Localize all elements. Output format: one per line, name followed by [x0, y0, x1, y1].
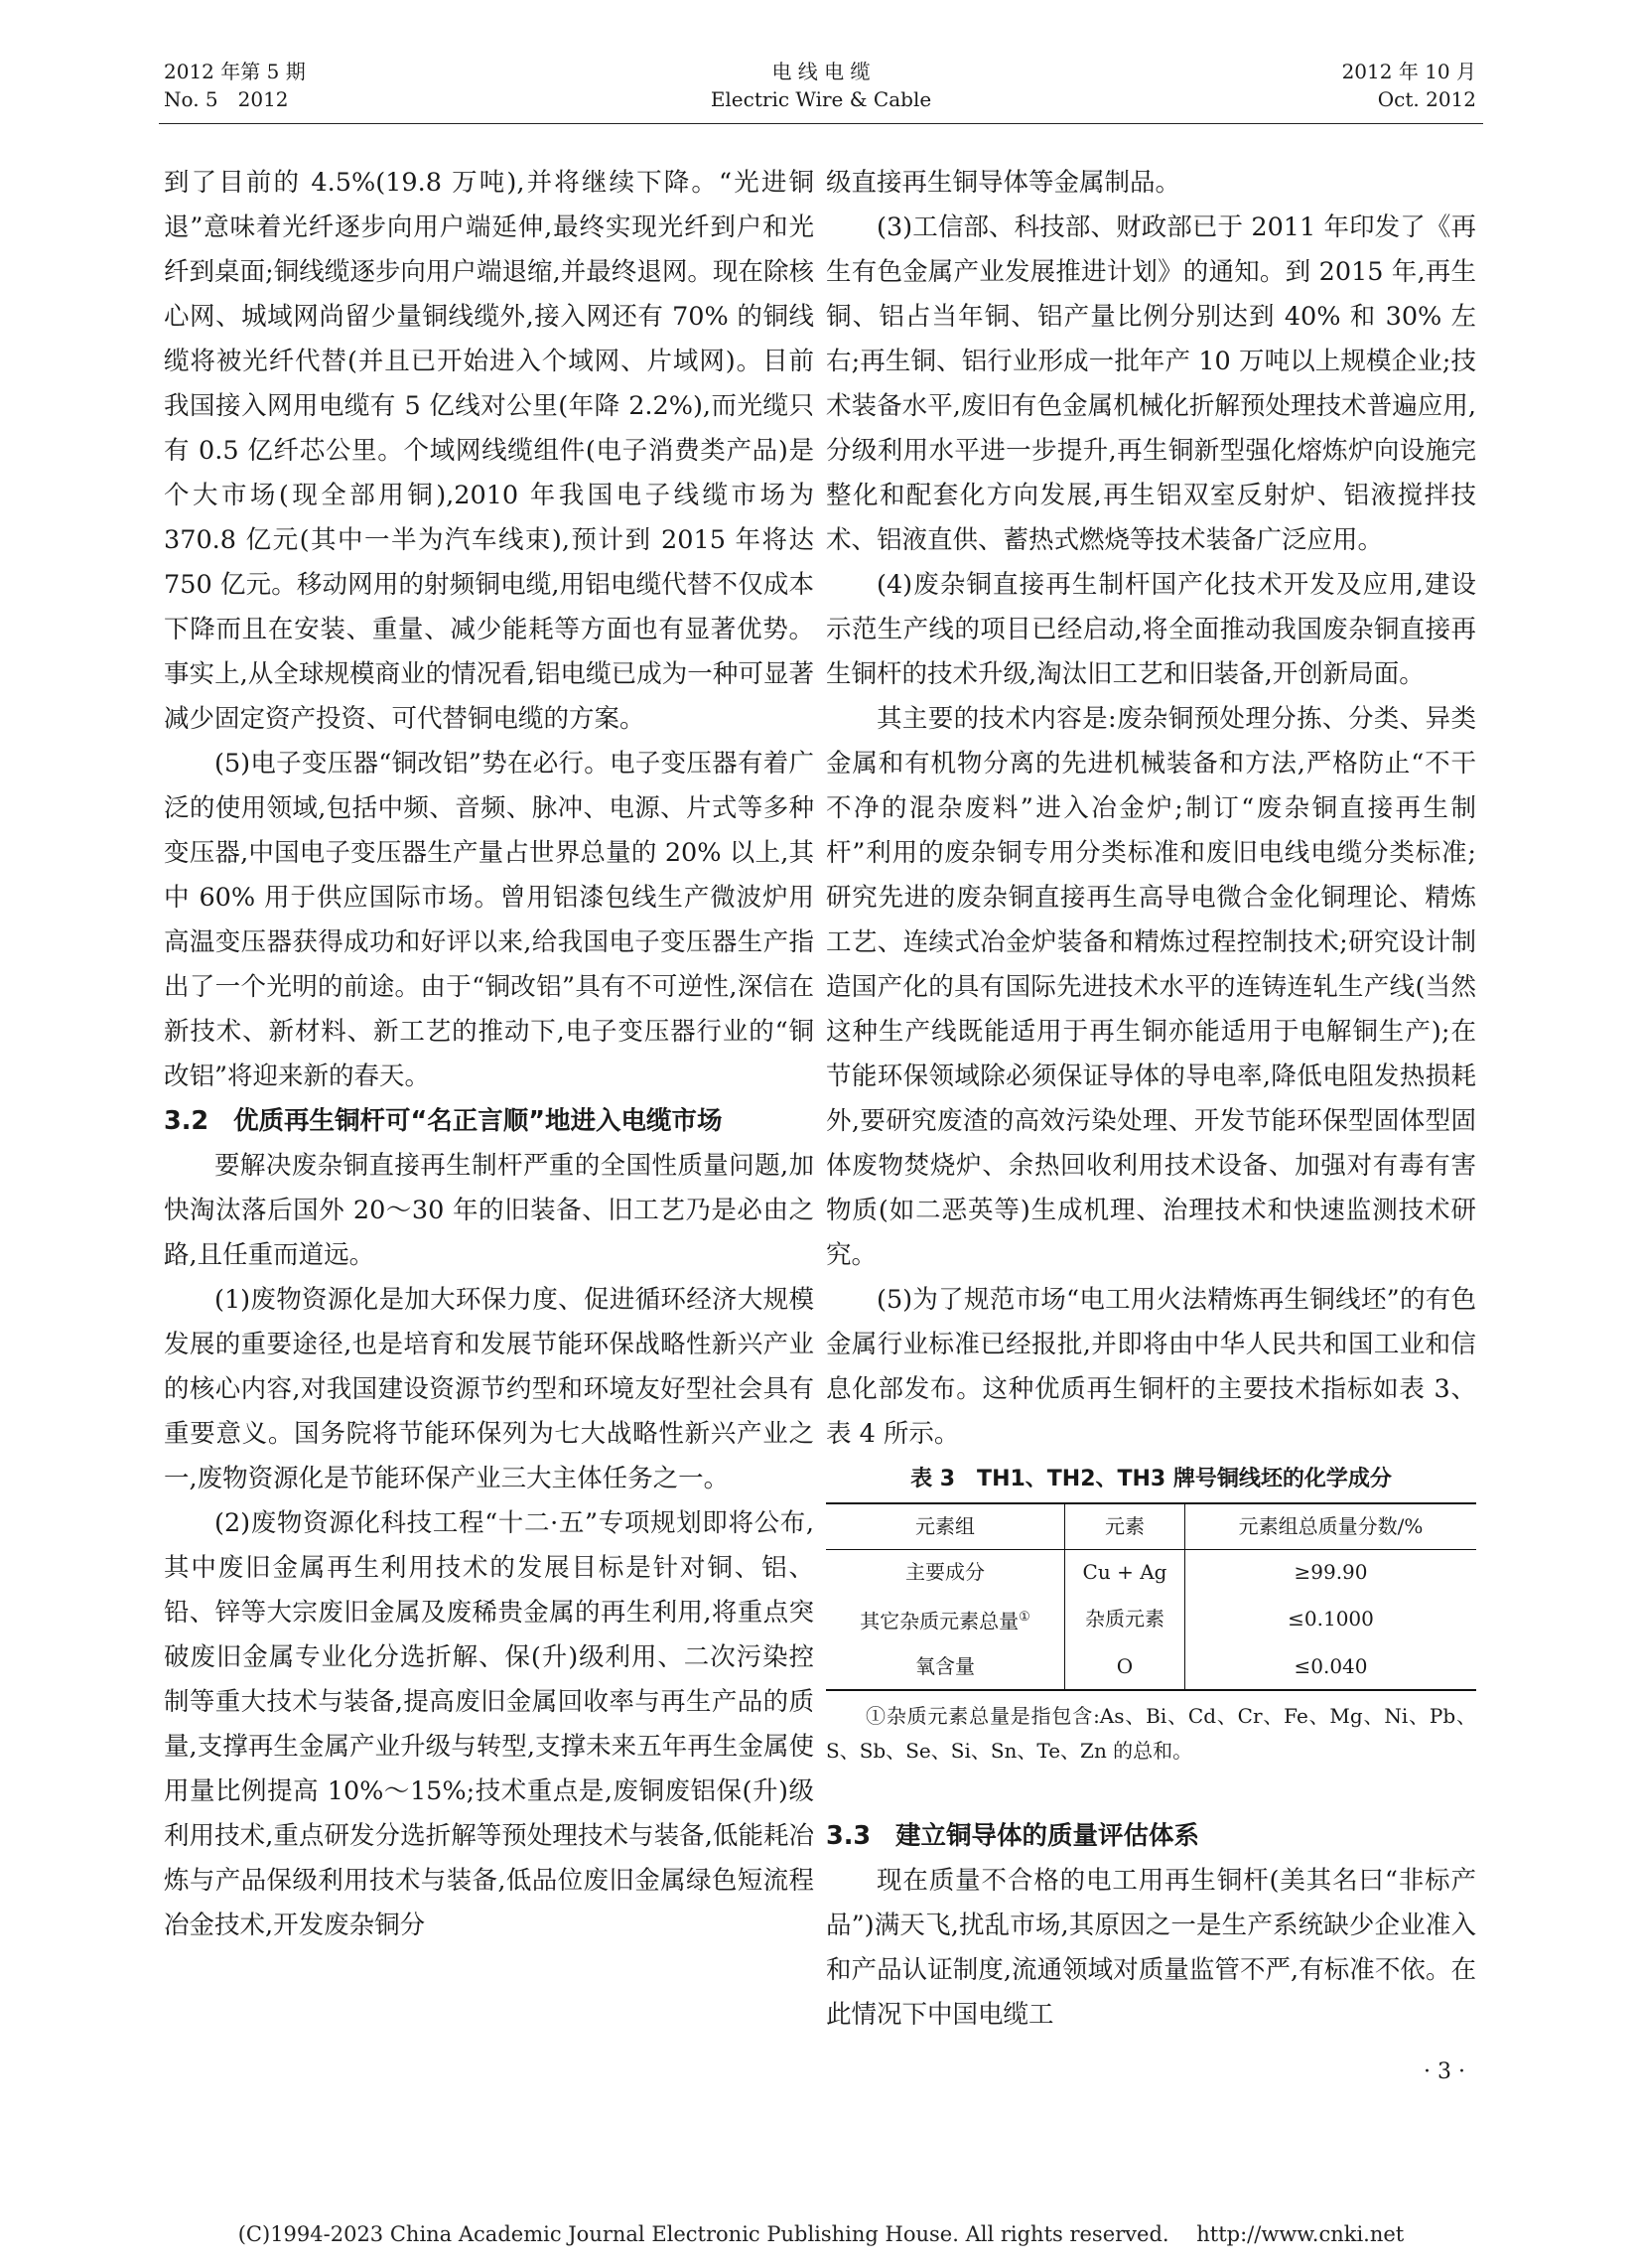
date-en: Oct. 2012 [1377, 87, 1476, 111]
date-cn: 2012 年 10 月 [1341, 60, 1476, 83]
table-cell [826, 1595, 1065, 1644]
paragraph: (1)废物资源化是加大环保力度、促进循环经济大规模发展的重要途径,也是培育和发展节能环保战略性新兴产业的核心内容,对我国建设资源节约型和环境友好型社会具有重要意义。国务院将节能环保列为七大战略性新兴产业之一,废物资源化是节能环保产业三大主体任务之一。 [164, 1285, 814, 1493]
paragraph: 级直接再生铜导体等金属制品。 [826, 168, 1181, 198]
footnote-marker: ① [1019, 1610, 1030, 1625]
issue-cn: 2012 年第 5 期 [164, 60, 306, 83]
paragraph: 要解决废杂铜直接再生制杆严重的全国性质量问题,加快淘汰落后国外 20～30 年的旧装备、旧工艺乃是必由之路,且任重而道远。 [164, 1151, 814, 1270]
copyright-footer: (C)1994-2023 China Academic Journal Electronic Publishing House. All rights reserved. http://www.cnki.net [237, 2222, 1405, 2246]
paragraph: (5)电子变压器“铜改铝”势在必行。电子变压器有着广泛的使用领域,包括中频、音频、脉冲、电源、片式等多种变压器,中国电子变压器生产量占世界总量的 20% 以上,其中 60% 用于供应国际市场。曾用铝漆包线生产微波炉用高温变压器获得成功和好评以来,给我国电子变压器生产指出了一个光明的前途。由于“铜改铝”具有不可逆性,深信在新技术、新材料、新工艺的推动下,电子变压器行业的“铜改铝”将迎来新的春天。 [164, 749, 814, 1091]
table-row [826, 1644, 1476, 1690]
issue-en: No. 5 2012 [164, 87, 289, 111]
table-row [826, 1595, 1476, 1644]
paragraph: 到了目前的 4.5%(19.8 万吨),并将继续下降。“光进铜退”意味着光纤逐步向用户端延伸,最终实现光纤到户和光纤到桌面;铜线缆逐步向用户端退缩,并最终退网。现在除核心网、城域网尚留少量铜线缆外,接入网还有 70% 的铜线缆将被光纤代替(并且已开始进入个域网、片域网)。目前我国接入网用电缆有 5 亿线对公里(年降 2.2%),而光缆只有 0.5 亿纤芯公里。个域网线缆组件(电子消费类产品)是个大市场(现全部用铜),2010 年我国电子线缆市场为 370.8 亿元(其中一半为汽车线束),预计到 2015 年将达 750 亿元。移动网用的射频铜电缆,用铝电缆代替不仅成本下降而且在安装、重量、减少能耗等方面也有显著优势。事实上,从全球规模商业的情况看,铝电缆已成为一种可显著减少固定资产投资、可代替铜电缆的方案。 [164, 168, 814, 734]
section-number: 3.3 [826, 1820, 872, 1851]
composition-table [826, 1502, 1476, 1691]
table-row [826, 1550, 1476, 1596]
table-cell: O [1065, 1644, 1185, 1690]
left-column [164, 161, 814, 1948]
table-cell-text: 其它杂质元素总量 [860, 1609, 1020, 1633]
right-column [826, 161, 1476, 2038]
paragraph: 现在质量不合格的电工用再生铜杆(美其名曰“非标产品”)满天飞,扰乱市场,其原因之一是生产系统缺少企业准入和产品认证制度,流通领域对质量监管不严,有标准不依。在此情况下中国电缆工 [826, 1865, 1476, 2030]
paragraph: (3)工信部、科技部、财政部已于 2011 年印发了《再生有色金属产业发展推进计划》的通知。到 2015 年,再生铜、铝占当年铜、铝产量比例分别达到 40% 和 30% 左右;再生铜、铝行业形成一批年产 10 万吨以上规模企业;技术装备水平,废旧有色金属机械化折解预处理技术普遍应用,分级利用水平进一步提升,再生铜新型强化熔炼炉向设施完整化和配套化方向发展,再生铝双室反射炉、铝液搅拌技术、铝液直供、蓄热式燃烧等技术装备广泛应用。 [826, 213, 1476, 555]
header-rule [159, 123, 1483, 124]
section-heading-3-3 [826, 1814, 1476, 1859]
table-footnote: ①杂质元素总量是指包含:As、Bi、Cd、Cr、Fe、Mg、Ni、Pb、S、Sb、Se、Si、Sn、Te、Zn 的总和。 [826, 1703, 1476, 1763]
table-cell: ≤0.040 [1294, 1653, 1368, 1678]
table-cell: 氧含量 [826, 1644, 1065, 1690]
table-header: 元素组 [826, 1503, 1065, 1550]
journal-title-cn: 电 线 电 缆 [771, 60, 871, 83]
paragraph: (5)为了规范市场“电工用火法精炼再生铜线坯”的有色金属行业标准已经报批,并即将由中华人民共和国工业和信息化部发布。这种优质再生铜杆的主要技术指标如表 3、表 4 所示。 [826, 1285, 1476, 1449]
table-header-row [826, 1503, 1476, 1550]
table-header: 元素组总质量分数/% [1238, 1514, 1424, 1538]
section-title: 建立铜导体的质量评估体系 [895, 1820, 1200, 1851]
table-cell: Cu + Ag [1065, 1550, 1185, 1596]
section-number: 3.2 [164, 1106, 209, 1136]
table-cell: ≤0.1000 [1288, 1607, 1374, 1631]
table-cell: ≥99.90 [1294, 1560, 1368, 1584]
table-cell: 主要成分 [826, 1550, 1065, 1596]
journal-date [1342, 58, 1476, 113]
page-number: · 3 · [1424, 2059, 1465, 2084]
section-heading-3-2 [164, 1099, 814, 1144]
table-header: 元素 [1065, 1503, 1185, 1550]
journal-title-en: Electric Wire & Cable [710, 87, 932, 111]
table-caption: 表 3 TH1、TH2、TH3 牌号铜线坯的化学成分 [910, 1467, 1392, 1491]
section-title: 优质再生铜杆可“名正言顺”地进入电缆市场 [233, 1106, 723, 1136]
paragraph: (2)废物资源化科技工程“十二·五”专项规划即将公布,其中废旧金属再生利用技术的发展目标是针对铜、铝、铅、锌等大宗废旧金属及废稀贵金属的再生利用,将重点突破废旧金属专业化分选折解、保(升)级利用、二次污染控制等重大技术与装备,提高废旧金属回收率与再生产品的质量,支撑再生金属产业升级与转型,支撑未来五年再生金属使用量比例提高 10%～15%;技术重点是,废铜废铝保(升)级利用技术,重点研发分选折解等预处理技术与装备,低能耗冶炼与产品保级利用技术与装备,低品位废旧金属绿色短流程冶金技术,开发废杂铜分 [164, 1508, 814, 1940]
table-cell: 杂质元素 [1065, 1595, 1185, 1644]
paragraph: 其主要的技术内容是:废杂铜预处理分拣、分类、异类金属和有机物分离的先进机械装备和方法,严格防止“不干不净的混杂废料”进入冶金炉;制订“废杂铜直接再生制杆”利用的废杂铜专用分类标准和废旧电线电缆分类标准;研究先进的废杂铜直接再生高导电微合金化铜理论、精炼工艺、连续式冶金炉装备和精炼过程控制技术;研究设计制造国产化的具有国际先进技术水平的连铸连轧生产线(当然这种生产线既能适用于再生铜亦能适用于电解铜生产);在节能环保领域除必须保证导体的导电率,降低电阻发热损耗外,要研究废渣的高效污染处理、开发节能环保型固体型固体废物焚烧炉、余热回收利用技术设备、加强对有毒有害物质(如二恶英等)生成机理、治理技术和快速监测技术研究。 [826, 704, 1476, 1270]
paragraph: (4)废杂铜直接再生制杆国产化技术开发及应用,建设示范生产线的项目已经启动,将全面推动我国废杂铜直接再生铜杆的技术升级,淘汰旧工艺和旧装备,开创新局面。 [826, 570, 1476, 689]
